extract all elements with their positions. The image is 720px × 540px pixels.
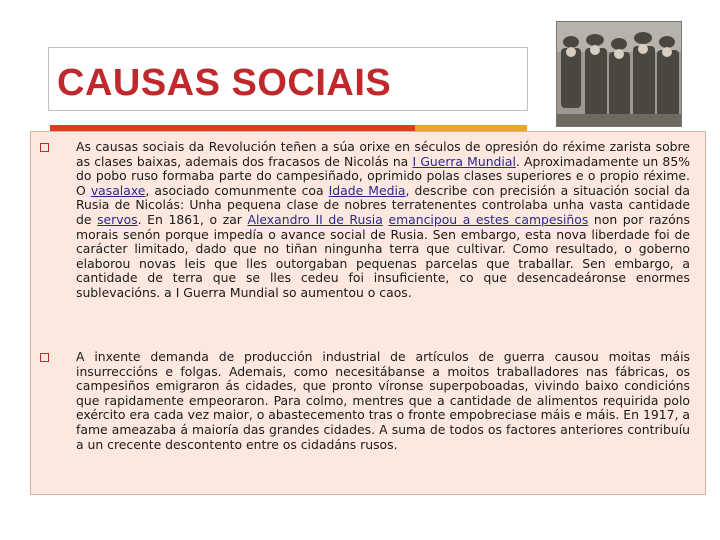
text-segment: As causas sociais da Revolución teñen a súa orixe en séculos de opresión do réxime zarista sobre as clases baixas, ademais dos fracasos de Nicolás na <box>76 139 690 169</box>
link-i-guerra-mundial[interactable]: I Guerra Mundial <box>412 153 516 169</box>
historical-group-photo <box>556 21 682 127</box>
link-vasalaxe[interactable]: vasalaxe <box>90 182 146 198</box>
link-servos[interactable]: servos <box>97 211 138 227</box>
title-box <box>48 47 528 111</box>
text-segment: . En 1861, o zar <box>137 211 248 227</box>
photo-illustration <box>557 22 682 127</box>
bullet-square-icon <box>40 143 49 152</box>
link-emancipou[interactable]: emancipou a estes campesiños <box>388 211 589 227</box>
slide-title: CAUSAS SOCIAIS <box>57 62 392 104</box>
bullet-square-icon <box>40 353 49 362</box>
text-segment: non por razóns morais senón porque impedía o avance social de Rusia. Sen embargo, esta nova liberdade foi de carácter limitado, dado que no tiñan ningunha terra que cultivar. Como resultado, o goberno elaborou novas leis que lles outorgaban pequenas parcelas que traballar. Sen embargo, a cantidade de terra que se lles cedeu foi insuficiente, co que desencadeáronse enormes sublevacións. a I Guerra Mundial so aumentou o caos. <box>76 211 690 300</box>
text-segment: , describe con precisión a situación social da Rusia de Nicolás: Unha pequena clase de nobres terratenentes controlaba unha vasta cantidade de <box>76 182 690 227</box>
bullet-paragraph-1 <box>76 140 690 301</box>
bullet-paragraph-2: A inxente demanda de producción industrial de artículos de guerra causou moitas máis insurreccións e folgas. Ademais, como necesitábanse a moitos traballadores nas fábricas, os campesiños emigraron ás cidades, que pronto víronse superpoboadas, vivindo baixo condicións que rapidamente empeoraron. Para colmo, mentres que a cantidade de alimentos requirida polo exército era cada vez maior, o abastecemento tras o fronte empobreciase máis e máis. En 1917, a fame ameazaba á maioría das grandes cidades. A suma de todos os factores anteriores contribuíu a un crecente descontento entre os cidadáns rusos. <box>76 349 690 452</box>
text-segment: , asociado comunmente coa <box>145 182 329 198</box>
content-panel <box>30 131 706 495</box>
link-idade-media[interactable]: Idade Media <box>328 182 406 198</box>
link-alexandro-ii[interactable]: Alexandro II de Rusia <box>247 211 383 227</box>
text-segment: . Aproximadamente un 85% do pobo ruso formaba parte do campesiñado, oprimido polas clases superiores e o propio réxime. O <box>76 153 690 198</box>
